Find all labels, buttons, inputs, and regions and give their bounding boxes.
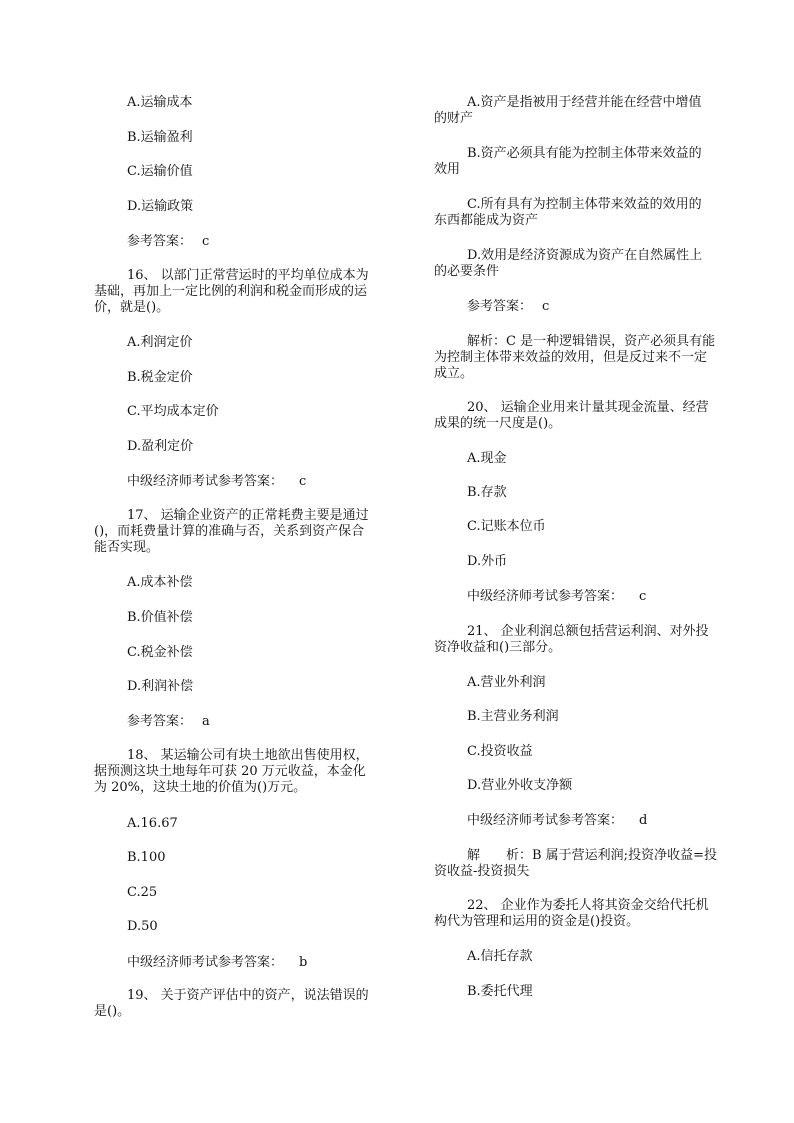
q20-option-a: A.现金 bbox=[467, 451, 507, 466]
q21-answer bbox=[467, 813, 734, 829]
q19-option-c-line2: 东西都能成为资产 bbox=[434, 213, 539, 228]
q16-option-c: C.平均成本定价 bbox=[127, 404, 219, 419]
answer-value: a bbox=[202, 714, 210, 729]
q16-option-d: D.盈利定价 bbox=[127, 439, 194, 454]
q21-option-a: A.营业外利润 bbox=[467, 675, 546, 690]
answer-label: 参考答案： bbox=[127, 234, 193, 249]
q17-answer bbox=[127, 714, 394, 730]
q21-option-b: B.主营业务利润 bbox=[467, 709, 559, 724]
q19-option-d-line1: D.效用是经济资源成为资产在自然属性上 bbox=[467, 248, 703, 263]
q22-option-a: A.信托存款 bbox=[467, 949, 533, 964]
answer-label: 中级经济师考试参考答案： bbox=[467, 813, 624, 828]
q17-stem-line2: ()，而耗费量计算的准确与否，关系到资产保合 bbox=[94, 524, 365, 539]
q19-option-d-line2: 的必要条件 bbox=[434, 264, 500, 279]
answer-label: 中级经济师考试参考答案： bbox=[127, 474, 284, 489]
q19-analysis-line2: 为控制主体带来效益的效用，但是反过来不一定 bbox=[434, 350, 708, 365]
q20-option-c: C.记账本位币 bbox=[467, 519, 546, 534]
answer-value: c bbox=[639, 589, 647, 604]
q20-stem-line1: 20、 运输企业用来计量其现金流量、经营 bbox=[467, 400, 709, 415]
q18-option-c: C.25 bbox=[127, 885, 158, 900]
q16-answer bbox=[127, 474, 394, 490]
q17-option-c: C.税金补偿 bbox=[127, 645, 193, 660]
q18-option-a: A.16.67 bbox=[127, 816, 178, 831]
answer-label: 中级经济师考试参考答案： bbox=[127, 955, 284, 970]
q17-stem-line1: 17、 运输企业资产的正常耗费主要是通过 bbox=[127, 508, 369, 523]
q21-stem-line2: 资净收益和()三部分。 bbox=[434, 640, 562, 655]
q18-option-d: D.50 bbox=[127, 919, 158, 934]
q15-option-a: A.运输成本 bbox=[127, 95, 193, 110]
q20-option-d: D.外币 bbox=[467, 554, 508, 569]
q21-stem-line1: 21、 企业利润总额包括营运利润、对外投 bbox=[467, 624, 709, 639]
q19-option-b-line2: 效用 bbox=[434, 162, 461, 177]
q17-option-b: B.价值补偿 bbox=[127, 610, 193, 625]
q19-option-b-line1: B.资产必须具有能为控制主体带来效益的 bbox=[467, 146, 702, 161]
q20-answer bbox=[467, 589, 734, 605]
q19-answer bbox=[467, 299, 734, 315]
answer-value: c bbox=[542, 299, 550, 314]
q19-stem-line1: 19、 关于资产评估中的资产，说法错误的 bbox=[127, 988, 369, 1003]
answer-label: 参考答案： bbox=[127, 714, 193, 729]
q15-option-b: B.运输盈利 bbox=[127, 130, 193, 145]
q21-analysis-line1: 解 析：B 属于营运利润;投资净收益=投 bbox=[467, 848, 717, 863]
q21-option-d: D.营业外收支净额 bbox=[467, 778, 573, 793]
answer-label: 中级经济师考试参考答案： bbox=[467, 589, 624, 604]
q18-option-b: B.100 bbox=[127, 850, 166, 865]
q20-option-b: B.存款 bbox=[467, 485, 507, 500]
q16-option-a: A.利润定价 bbox=[127, 335, 193, 350]
q18-stem-line2: 据预测这块土地每年可获 20 万元收益，本金化 bbox=[94, 764, 366, 779]
q19-option-a-line1: A.资产是指被用于经营并能在经营中增值 bbox=[467, 95, 702, 110]
q19-option-c-line1: C.所有具有为控制主体带来效益的效用的 bbox=[467, 197, 702, 212]
q16-option-b: B.税金定价 bbox=[127, 370, 193, 385]
q18-answer bbox=[127, 955, 394, 971]
q16-stem-line3: 价，就是()。 bbox=[94, 300, 170, 315]
q16-stem-line2: 基础，再加上一定比例的利润和税金而形成的运 bbox=[94, 284, 368, 299]
q16-stem-line1: 16、 以部门正常营运时的平均单位成本为 bbox=[127, 268, 369, 283]
q22-option-b: B.委托代理 bbox=[467, 984, 533, 999]
q19-analysis-line3: 成立。 bbox=[434, 366, 474, 381]
q19-stem-line2: 是()。 bbox=[94, 1004, 131, 1019]
answer-label: 参考答案： bbox=[467, 299, 533, 314]
q15-option-c: C.运输价值 bbox=[127, 164, 193, 179]
q19-analysis-line1: 解析：C 是一种逻辑错误，资产必须具有能 bbox=[467, 334, 716, 349]
answer-value: c bbox=[202, 234, 210, 249]
q15-answer bbox=[127, 234, 394, 250]
q19-option-a-line2: 的财产 bbox=[434, 111, 474, 126]
q17-stem-line3: 能否实现。 bbox=[94, 540, 160, 555]
q18-stem-line1: 18、 某运输公司有块土地欲出售使用权， bbox=[127, 748, 369, 763]
q21-option-c: C.投资收益 bbox=[467, 744, 533, 759]
q18-stem-line3: 为 20%，这块土地的价值为()万元。 bbox=[94, 780, 307, 795]
answer-value: c bbox=[299, 474, 307, 489]
q20-stem-line2: 成果的统一尺度是()。 bbox=[434, 416, 562, 431]
q17-option-d: D.利润补偿 bbox=[127, 679, 194, 694]
answer-value: b bbox=[299, 955, 308, 970]
q21-analysis-line2: 资收益-投资损失 bbox=[434, 864, 530, 879]
q22-stem-line1: 22、 企业作为委托人将其资金交给代托机 bbox=[467, 898, 709, 913]
q17-option-a: A.成本补偿 bbox=[127, 575, 193, 590]
q22-stem-line2: 构代为管理和运用的资金是()投资。 bbox=[434, 914, 640, 929]
q15-option-d: D.运输政策 bbox=[127, 199, 194, 214]
answer-value: d bbox=[639, 813, 648, 828]
